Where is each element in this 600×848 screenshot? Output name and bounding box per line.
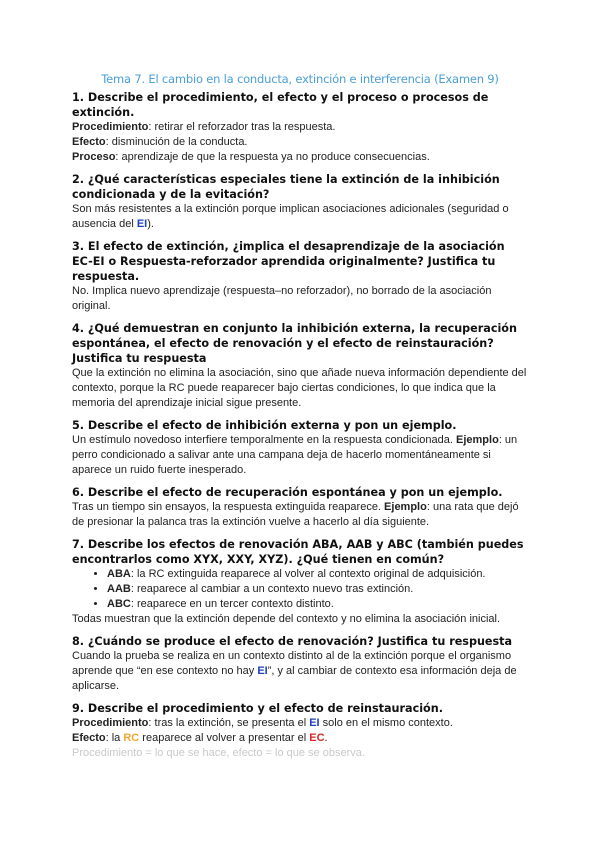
question-4-heading: 4. ¿Qué demuestran en conjunto la inhibición externa, la recuperación espontánea, el efecto de renovación y el efecto de reinstauración? Justifica tu respuesta [72,322,517,365]
question-3-answer: No. Implica nuevo aprendizaje (respuesta–no reforzador), no borrado de la asociación original. [72,285,492,312]
question-3-heading: 3. El efecto de extinción, ¿implica el desaprendizaje de la asociación EC-EI o Respuesta-reforzador aprendida originalmente? Justifica tu respuesta. [72,240,505,283]
q9-label-procedimiento: Procedimiento [72,717,149,729]
q1-label-proceso: Proceso [72,151,116,163]
q5-answer-text: Un estímulo novedoso interfiere temporalmente en la respuesta condicionada. [72,434,457,446]
question-8-answer [72,649,528,694]
q9-text: : la [105,732,124,744]
q9-label-efecto: Efecto [72,732,106,744]
list-item-label: ABC [107,598,131,610]
q1-text-proceso: : aprendizaje de que la respuesta ya no produce consecuencias. [115,151,430,163]
q9-text-end: solo en el mismo contexto. [319,717,453,729]
q8-highlight-ei: EI [257,665,268,677]
q6-answer-text: Tras un tiempo sin ensayos, la respuesta extinguida reaparece. [72,501,385,513]
list-item-label: ABA [107,568,131,580]
q1-text-procedimiento: : retirar el reforzador tras la respuesta. [148,121,336,133]
q9-highlight-ec: EC [309,732,325,744]
list-item [107,567,528,582]
question-6-answer [72,500,528,530]
question-2-answer [72,202,528,232]
question-2-heading: 2. ¿Qué características especiales tiene la extinción de la inhibición condicionada y de la evitación? [72,173,500,201]
q1-text-efecto: : disminución de la conducta. [105,136,248,148]
list-item-text: : reaparece al cambiar a un contexto nuevo tras extinción. [130,583,414,595]
q2-answer-end: ). [147,218,154,230]
document-page [72,72,528,768]
q1-line-efecto [72,135,528,150]
question-8 [72,634,528,694]
list-item-label: AAB [107,583,131,595]
list-item [107,597,528,612]
q6-example-label: Ejemplo [384,501,427,513]
question-6 [72,485,528,530]
question-5 [72,418,528,478]
renewal-list [72,567,528,612]
document-title: Tema 7. El cambio en la conducta, extinción e interferencia (Examen 9) [101,72,499,86]
question-7 [72,537,528,627]
question-8-heading: 8. ¿Cuándo se produce el efecto de renovación? Justifica tu respuesta [72,635,513,648]
question-1 [72,90,528,165]
question-1-heading: 1. Describe el procedimiento, el efecto y el proceso o procesos de extinción. [72,91,489,119]
q8-answer-text: Cuando la prueba se realiza en un contexto distinto al de la extinción porque el organismo aprende que “en ese contexto no hay [72,650,512,677]
question-9-heading: 9. Describe el procedimiento y el efecto de reinstauración. [72,702,443,715]
q1-line-procedimiento [72,120,528,135]
q9-highlight-ei: EI [309,717,320,729]
q9-line-efecto [72,731,528,746]
q9-text-end: . [324,732,328,744]
q6-example-text: : una rata que dejó de presionar la palanca tras la extinción vuelve a hacerlo al día siguiente. [72,501,519,528]
q9-line-procedimiento [72,716,528,731]
q1-label-efecto: Efecto [72,136,106,148]
question-4 [72,321,528,411]
q9-text-mid: reaparece al volver a presentar el [139,732,310,744]
question-7-heading: 7. Describe los efectos de renovación ABA, AAB y ABC (también puedes encontrarlos como XYX, XXY, XYZ). ¿Qué tienen en común? [72,538,524,566]
q5-example-label: Ejemplo [456,434,499,446]
list-item-text: : reaparece en un tercer contexto distinto. [130,598,334,610]
q2-answer-text: Son más resistentes a la extinción porque implican asociaciones adicionales (seguridad o ausencia del [72,203,509,230]
q1-label-procedimiento: Procedimiento [72,121,149,133]
q9-faint-note: Procedimiento = lo que se hace, efecto = lo que se observa. [72,747,365,759]
question-5-answer [72,433,528,478]
q2-highlight-ei: EI [136,218,148,230]
q9-highlight-rc: RC [123,732,140,744]
question-4-answer: Que la extinción no elimina la asociación, sino que añade nueva información dependiente del contexto, porque la RC puede reaparecer bajo ciertas condiciones, lo que indica que la memoria del aprendizaje inicial sigue presente. [72,367,527,409]
q5-example-text: : un perro condicionado a salivar ante una campana deja de hacerlo momentáneamente si aparece un ruido fuerte inesperado. [72,434,518,476]
question-3 [72,239,528,314]
q1-line-proceso [72,150,528,165]
question-9 [72,701,528,761]
question-7-summary: Todas muestran que la extinción depende del contexto y no elimina la asociación inicial. [72,613,501,625]
question-5-heading: 5. Describe el efecto de inhibición externa y pon un ejemplo. [72,419,457,432]
list-item [107,582,528,597]
q8-answer-end: ”, y al cambiar de contexto esa información deja de aplicarse. [72,665,517,692]
question-6-heading: 6. Describe el efecto de recuperación espontánea y pon un ejemplo. [72,486,503,499]
q9-text: : tras la extinción, se presenta el [148,717,310,729]
list-item-text: : la RC extinguida reaparece al volver al contexto original de adquisición. [130,568,486,580]
question-2 [72,172,528,232]
